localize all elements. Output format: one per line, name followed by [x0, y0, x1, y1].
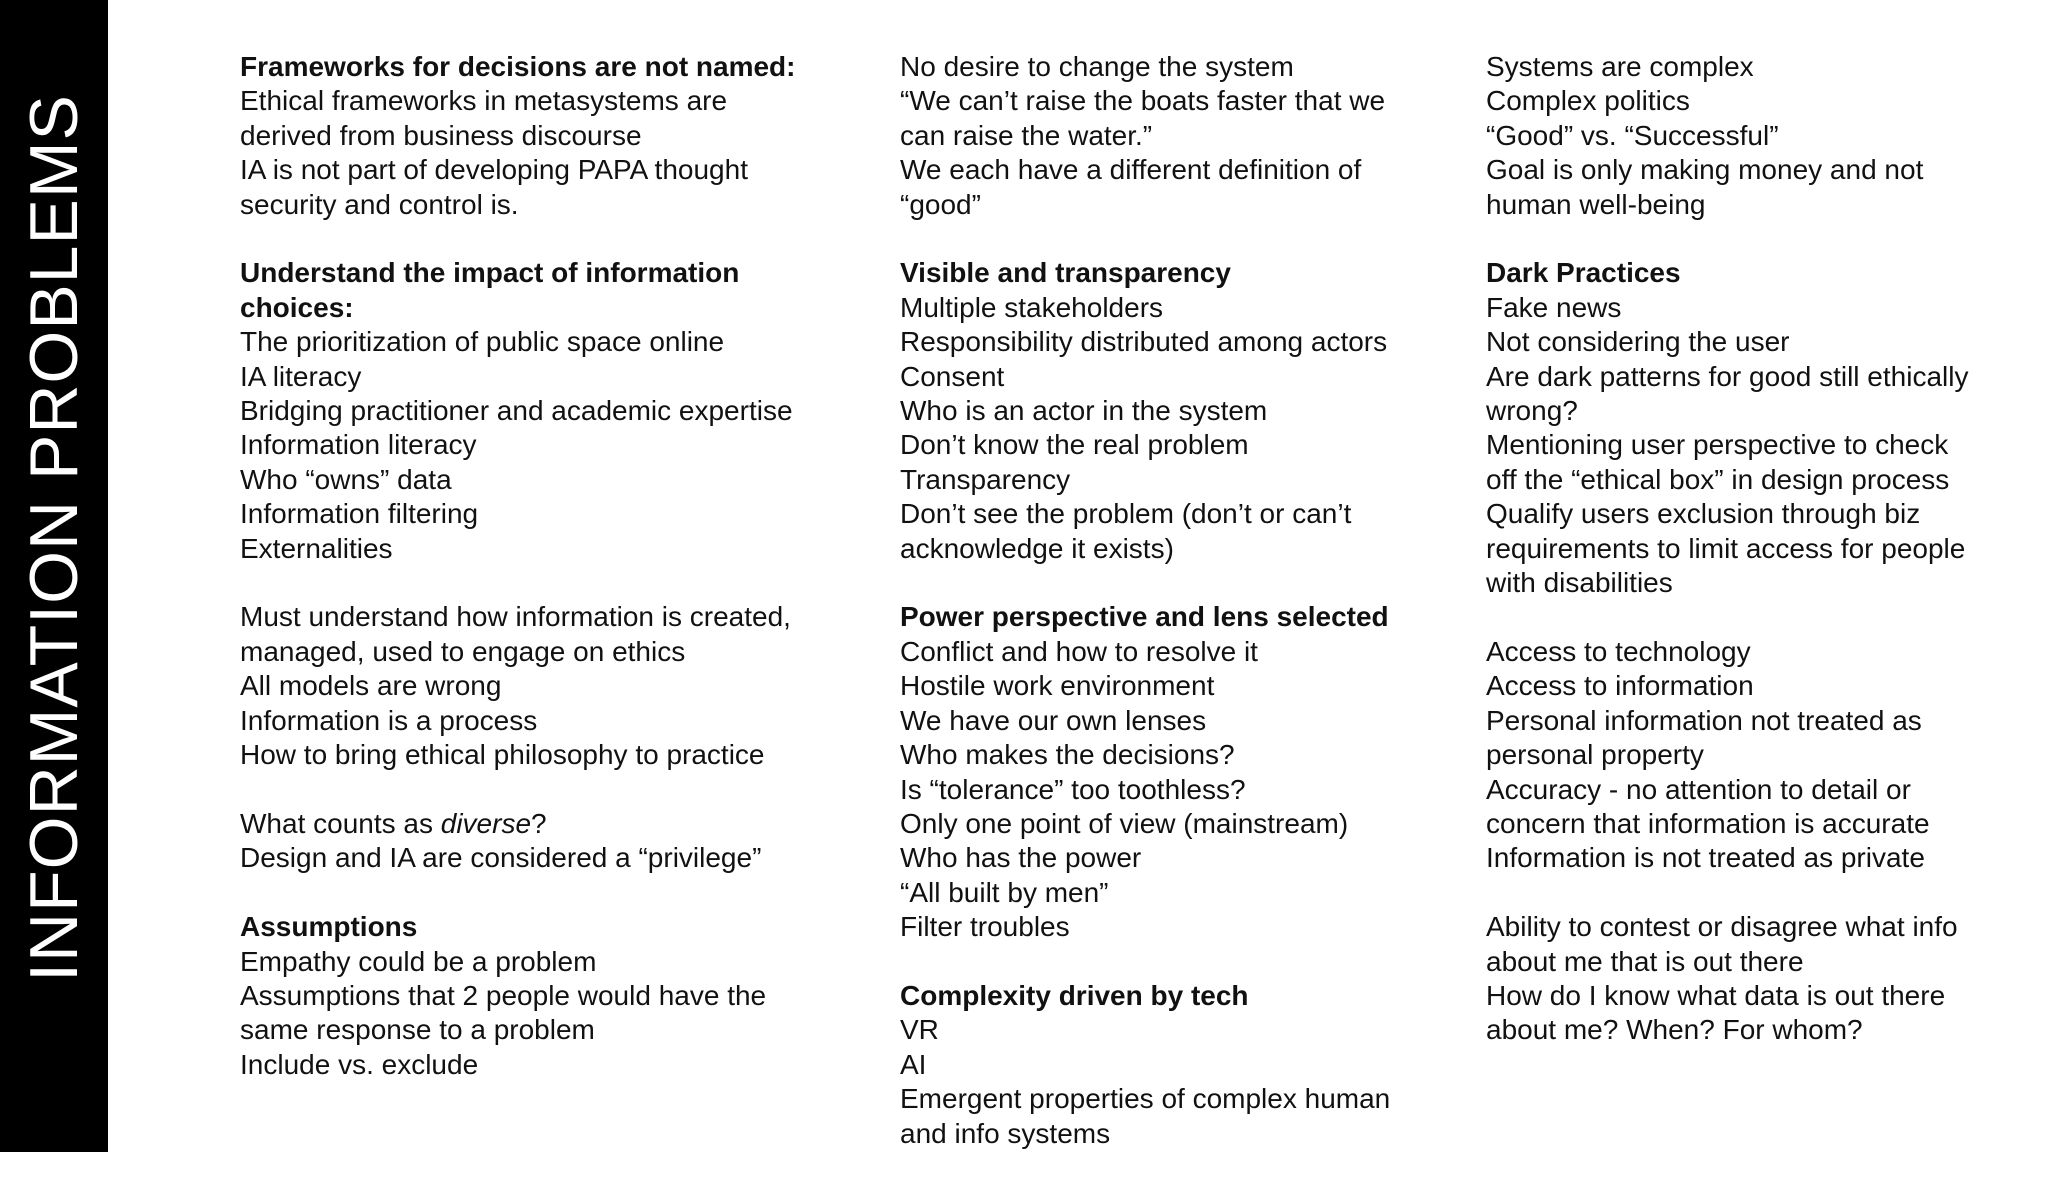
section-heading: Dark Practices: [1486, 257, 1681, 289]
text-line: [240, 807, 880, 841]
text-line: Who has the power: [900, 842, 1142, 874]
section-heading: Complexity driven by tech: [900, 979, 1249, 1011]
text-line: Filter troubles: [900, 911, 1070, 943]
text-line: The prioritization of public space online: [240, 326, 725, 358]
text-line: about me? When? For whom?: [1486, 1014, 1863, 1046]
text-line: Ability to contest or disagree what info: [1486, 911, 1958, 943]
text-line: Access to information: [1486, 670, 1754, 702]
text-line: Responsibility distributed among actors: [900, 326, 1388, 358]
text-line: Only one point of view (mainstream): [900, 807, 1349, 839]
text-line: Who “owns” data: [240, 463, 452, 495]
text-line: Emergent properties of complex human: [900, 1083, 1391, 1115]
text-line: Information is a process: [240, 704, 538, 736]
text-line: Mentioning user perspective to check: [1486, 429, 1949, 461]
column-2: [900, 50, 1480, 1185]
emphasized-text: diverse: [440, 807, 532, 839]
text-line: Accuracy - no attention to detail or: [1486, 773, 1911, 805]
text-line: derived from business discourse: [240, 119, 642, 151]
text-line: Bridging practitioner and academic expertise: [240, 395, 793, 427]
text-line: Information is not treated as private: [1486, 842, 1925, 874]
section-heading: choices:: [240, 291, 354, 323]
text-line: and info systems: [900, 1117, 1111, 1149]
text-line: Assumptions that 2 people would have the: [240, 979, 767, 1011]
text-line: Consent: [900, 360, 1005, 392]
text-block: [900, 50, 1480, 222]
text-line: Who makes the decisions?: [900, 739, 1235, 771]
text-line: IA literacy: [240, 360, 362, 392]
text-line: Not considering the user: [1486, 326, 1790, 358]
text-block: [900, 979, 1480, 1151]
text-line: Complex politics: [1486, 85, 1690, 117]
text-line: We each have a different definition of: [900, 154, 1362, 186]
text-block: [240, 910, 880, 1082]
column-3: [1486, 50, 2026, 1082]
text-line: Are dark patterns for good still ethically: [1486, 360, 1969, 392]
column-1: [240, 50, 880, 1117]
text-line: Include vs. exclude: [240, 1048, 479, 1080]
section-heading: Understand the impact of information: [240, 257, 740, 289]
text-line: Systems are complex: [1486, 51, 1754, 82]
text-line: Transparency: [900, 463, 1071, 495]
text-line: Multiple stakeholders: [900, 291, 1164, 323]
text-line: Goal is only making money and not: [1486, 154, 1924, 186]
section-heading: Assumptions: [240, 911, 418, 943]
text-line: Empathy could be a problem: [240, 945, 597, 977]
text-line: Don’t see the problem (don’t or can’t: [900, 498, 1352, 530]
text-block: [240, 50, 880, 222]
text-line: Conflict and how to resolve it: [900, 635, 1258, 667]
text-line: Qualify users exclusion through biz: [1486, 498, 1921, 530]
text-line: human well-being: [1486, 188, 1706, 220]
text-line: Information filtering: [240, 498, 479, 530]
text-line: IA is not part of developing PAPA thought: [240, 154, 748, 186]
text-line: “We can’t raise the boats faster that we: [900, 85, 1386, 117]
text-line: can raise the water.”: [900, 119, 1153, 151]
text-line: Hostile work environment: [900, 670, 1215, 702]
text-line: Must understand how information is created,: [240, 601, 791, 633]
text-line: off the “ethical box” in design process: [1486, 463, 1950, 495]
text-line: Personal information not treated as: [1486, 704, 1922, 736]
text-block: [900, 600, 1480, 944]
text-line: No desire to change the system: [900, 51, 1294, 82]
text-block: [240, 256, 880, 566]
section-heading: Power perspective and lens selected: [900, 601, 1389, 633]
text-line: AI: [900, 1048, 927, 1080]
text-segment: ?: [531, 807, 547, 839]
text-line: How to bring ethical philosophy to practice: [240, 739, 765, 771]
text-block: [1486, 50, 2026, 222]
text-line: Don’t know the real problem: [900, 429, 1249, 461]
text-line: Information literacy: [240, 429, 477, 461]
text-line: Ethical frameworks in metasystems are: [240, 85, 728, 117]
text-line: We have our own lenses: [900, 704, 1207, 736]
text-line: acknowledge it exists): [900, 532, 1174, 564]
text-line: same response to a problem: [240, 1014, 595, 1046]
section-heading: Visible and transparency: [900, 257, 1231, 289]
text-block: [1486, 635, 2026, 876]
text-line: All models are wrong: [240, 670, 502, 702]
text-line: managed, used to engage on ethics: [240, 635, 686, 667]
section-heading: Frameworks for decisions are not named:: [240, 51, 796, 82]
text-line: How do I know what data is out there: [1486, 979, 1946, 1011]
text-line: concern that information is accurate: [1486, 807, 1930, 839]
text-block: [1486, 256, 2026, 600]
text-line: personal property: [1486, 739, 1704, 771]
text-line: Fake news: [1486, 291, 1622, 323]
text-line: “Good” vs. “Successful”: [1486, 119, 1779, 151]
text-block: [240, 600, 880, 772]
text-line: security and control is.: [240, 188, 519, 220]
sidebar-title-band: [0, 0, 108, 1152]
text-line: Who is an actor in the system: [900, 395, 1268, 427]
text-block: [900, 256, 1480, 566]
text-line: requirements to limit access for people: [1486, 532, 1966, 564]
text-line: “good”: [900, 188, 981, 220]
text-line: “All built by men”: [900, 876, 1109, 908]
text-line: with disabilities: [1486, 567, 1673, 599]
text-line: about me that is out there: [1486, 945, 1804, 977]
text-line: wrong?: [1486, 395, 1578, 427]
text-line: Is “tolerance” too toothless?: [900, 773, 1246, 805]
text-block: [240, 807, 880, 876]
text-line: Design and IA are considered a “privilege”: [240, 842, 762, 874]
text-line: Externalities: [240, 532, 393, 564]
text-line: VR: [900, 1014, 939, 1046]
text-line: Access to technology: [1486, 635, 1751, 667]
text-segment: What counts as: [240, 807, 441, 839]
page-title: INFORMATION PROBLEMS: [16, 94, 92, 982]
text-block: [1486, 910, 2026, 1048]
